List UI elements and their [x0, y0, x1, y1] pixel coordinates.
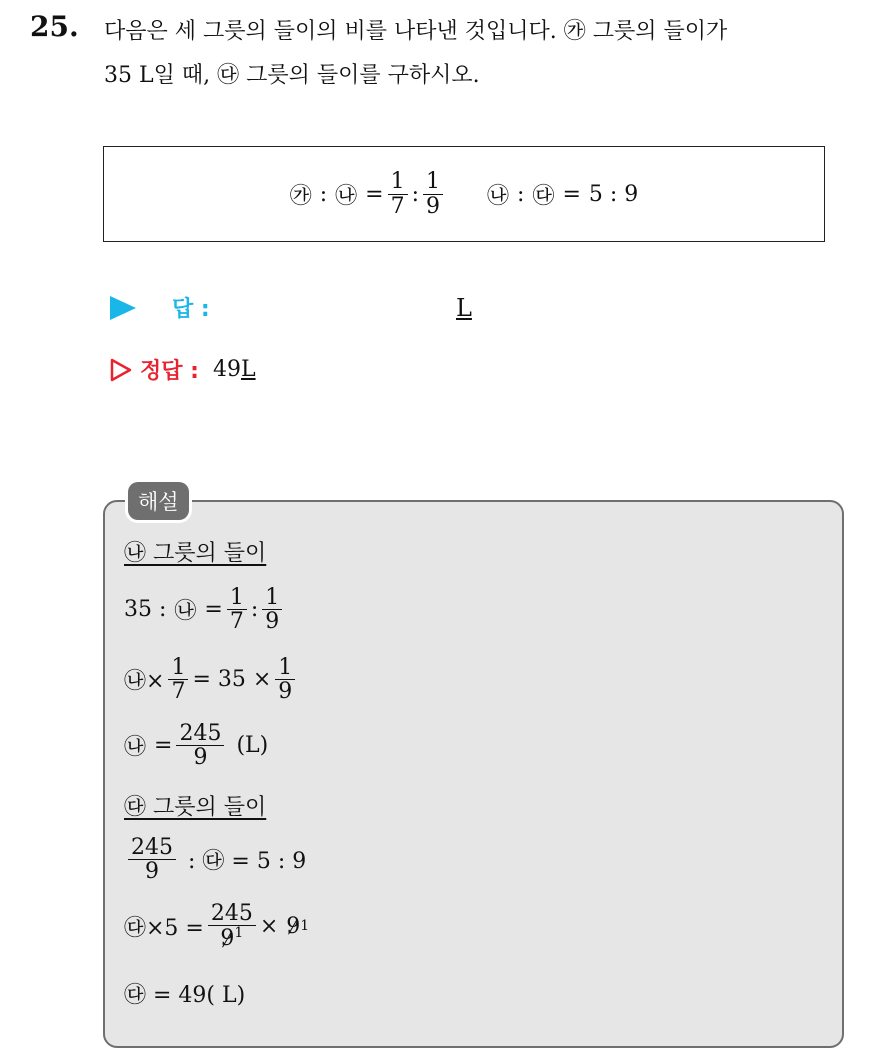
- ratio-box: [103, 146, 825, 242]
- solution-line-4: $\frac{245}{9}$ : ㉰ = 5 : 9: [124, 836, 306, 883]
- question-number: 25.: [30, 10, 79, 43]
- na-symbol: ㉯: [487, 183, 510, 209]
- fraction-1-9: $\frac{1}{9}$: [423, 170, 443, 217]
- solution-line-3: ㉯ = $\frac{245}{9}$ (L): [124, 721, 269, 771]
- solution-line-5: ㉰×5 = $\frac{245}{9^1}$ × 9 1: [124, 901, 310, 952]
- da-symbol: ㉰: [532, 183, 555, 209]
- solution-box: [103, 500, 844, 1048]
- answer-unit: L: [456, 294, 472, 322]
- fraction-1-7: $\frac{1}{7}$: [388, 170, 408, 217]
- solution-line-2: ㉯× $\frac{1}{7}$ = 35 × $\frac{1}{9}$: [124, 656, 299, 703]
- answer-label: 답 :: [172, 297, 210, 322]
- equals: =: [562, 181, 581, 207]
- colon: :: [319, 181, 328, 207]
- solution-line-1: 35 : ㉯ = $\frac{1}{7}$ : $\frac{1}{9}$: [124, 586, 286, 633]
- solution-tag: 해설: [128, 482, 189, 520]
- question-text-line1: 다음은 세 그릇의 들이의 비를 나타낸 것입니다. ㉮ 그릇의 들이가: [104, 19, 728, 44]
- solution-heading-da: ㉰ 그릇의 들이: [124, 795, 267, 820]
- solution-line-6: ㉰ = 49( L): [124, 983, 246, 1008]
- correct-answer-row: [110, 354, 256, 385]
- equals: =: [365, 181, 384, 207]
- play-triangle-icon: [110, 296, 136, 320]
- answer-row: [110, 292, 210, 323]
- ratio-5-9: 5 : 9: [588, 181, 639, 207]
- ratio-expression: [104, 147, 824, 241]
- correct-answer-value: 49L: [212, 357, 256, 382]
- correct-answer-label: 정답 :: [140, 359, 199, 384]
- question-text-line2: 35 L일 때, ㉰ 그릇의 들이를 구하시오.: [104, 63, 480, 88]
- na-symbol: ㉯: [335, 183, 358, 209]
- ga-symbol: ㉮: [289, 183, 312, 209]
- colon: :: [517, 181, 525, 207]
- solution-heading-na: ㉯ 그릇의 들이: [124, 541, 267, 566]
- colon: :: [411, 181, 419, 207]
- outline-triangle-icon: [110, 358, 132, 382]
